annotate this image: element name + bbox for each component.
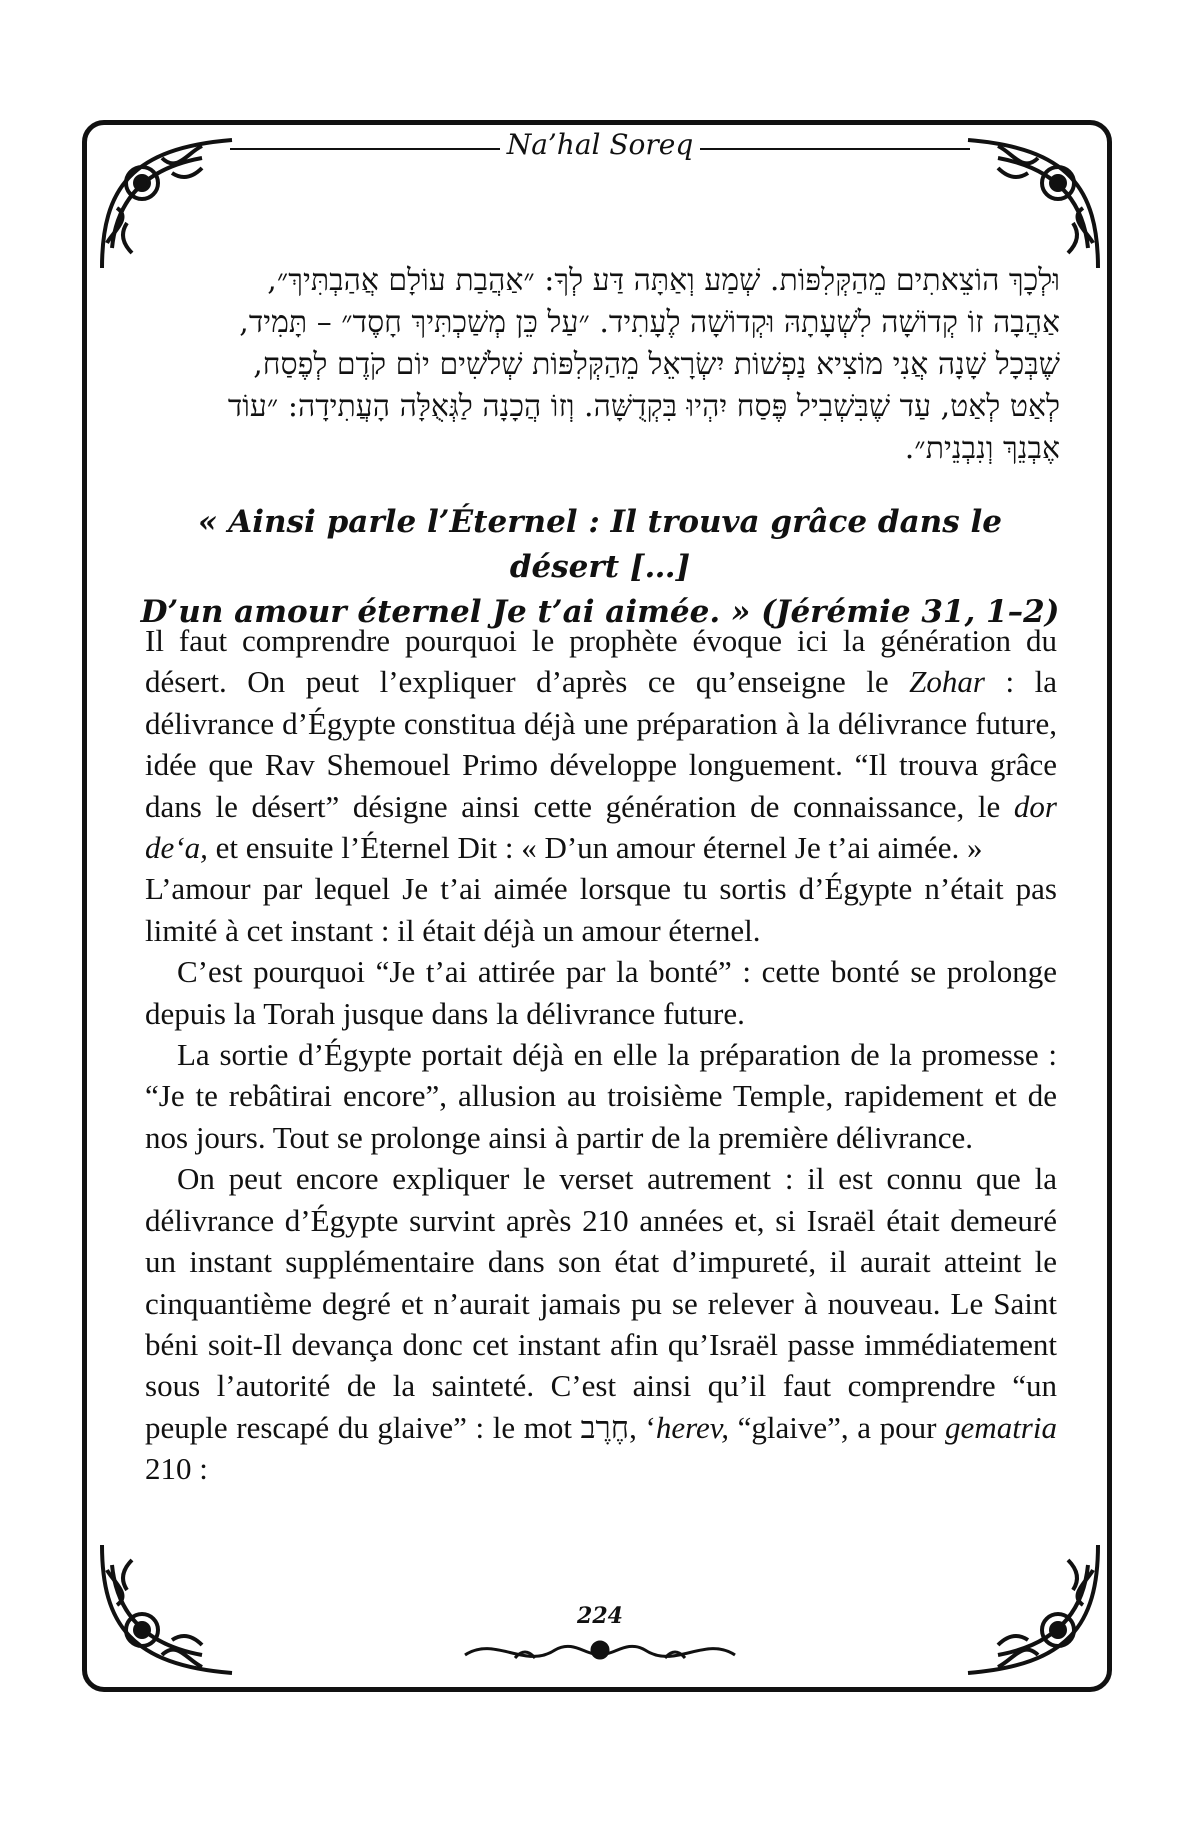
dor-dea-term: dor de‘a, xyxy=(145,788,1057,866)
quote-line-2: D’un amour éternel Je t’ai aimée. » (Jérémie 31, 1–2) xyxy=(140,594,1060,630)
text-run: “glaive”, a pour xyxy=(728,1409,946,1445)
gematria-term: gematria xyxy=(945,1409,1057,1445)
paragraph-1 xyxy=(145,620,1057,868)
paragraph-2: L’amour par lequel Je t’ai aimée lorsque tu sortis d’Égypte n’était pas limité à cet instant : il était déjà un amour éternel. xyxy=(145,871,1057,948)
hebrew-line: אֶבְנֵךְ וְנִבְנֵית״. xyxy=(904,431,1060,466)
hebrew-line: אַהֲבָה זוֹ קְדוֹשָׁה לִשְׁעָתָהּ וּקְדוֹשָׁה לֶעָתִיד. ״עַל כֵּן מְשַׁכְתִּיךְ חָסֶד״ – תָּמִיד, xyxy=(239,305,1060,340)
paragraph-4: La sortie d’Égypte portait déjà en elle la préparation de la promesse : “Je te rebâtirai encore”, allusion au troisième Temple, rapidement et de nos jours. Tout se prolonge ainsi à partir de la première délivrance. xyxy=(145,1037,1057,1155)
hebrew-word-herev: חֶרֶב xyxy=(580,1409,630,1445)
body-text xyxy=(145,620,1057,1490)
herev-term: herev, xyxy=(655,1409,729,1445)
hebrew-line: וּלְכָךְ הוֹצֵאתִים מֵהַקְּלִפּוֹת. שְׁמַע וְאַתָּה דַּע לְךָ: ״אַהֲבַת עוֹלָם אֲהַבְתִּיךְ״, xyxy=(267,263,1060,298)
footer-ornament xyxy=(455,1630,745,1672)
hebrew-text-block xyxy=(140,260,1060,470)
zohar-term: Zohar xyxy=(909,664,985,700)
quote-line-1: « Ainsi parle l’Éternel : Il trouva grâce dans le désert […] xyxy=(198,504,1002,585)
text-run: On peut encore expliquer le verset autrement : il est connu que la délivrance d’Égypte survint après 210 années et, si Israël était demeuré un instant supplémentaire dans son état d’impureté, il aurait atteint le cinquantième degré et n’aurait jamais pu se relever à nouveau. Le Saint béni soit-Il devança donc cet instant afin qu’Israël passe immédiatement sous l’autorité de la sainteté. C’est ainsi qu’il faut comprendre “un peuple rescapé du glaive” : le mot xyxy=(145,1161,1057,1445)
text-run: et ensuite l’Éternel Dit : « D’un amour éternel Je t’ai aimée. » xyxy=(207,830,983,866)
text-run: 210 : xyxy=(145,1451,208,1487)
hebrew-line: לְאַט לְאַט, עַד שֶׁבִּשְׁבִיל פֶּסַח יִהְיוּ בִּקְדֻשָּׁה. וְזוֹ הֲכָנָה לַגְּאֻלָּה הָעֲתִידָה: ״עוֹד xyxy=(227,389,1060,424)
text-run: : la délivrance d’Égypte constitua déjà une préparation à la délivrance future, idée que Rav Shemouel Primo développe longuement. “Il trouva grâce dans le désert” désigne ainsi cette génération de connaissance, le xyxy=(145,664,1057,824)
running-title: Na’hal Soreq xyxy=(506,128,694,161)
hebrew-line: שֶׁבְּכָל שָׁנָה אֲנִי מוֹצִיא נַפְשׁוֹת יִשְׂרָאֵל מֵהַקְּלִפּוֹת שְׁלֹשִׁים יוֹם קֹדֶם לְפֶסַח, xyxy=(253,347,1060,382)
verse-quote xyxy=(140,500,1060,635)
text-run: , ‘ xyxy=(629,1409,656,1445)
paragraph-3: C’est pourquoi “Je t’ai attirée par la bonté” : cette bonté se prolonge depuis la Torah jusque dans la délivrance future. xyxy=(145,954,1057,1031)
text-run: Il faut comprendre pourquoi le prophète évoque ici la génération du désert. On peut l’expliquer d’après ce qu’enseigne le xyxy=(145,623,1057,700)
paragraph-5 xyxy=(145,1158,1057,1489)
page-number: 224 xyxy=(577,1603,623,1629)
